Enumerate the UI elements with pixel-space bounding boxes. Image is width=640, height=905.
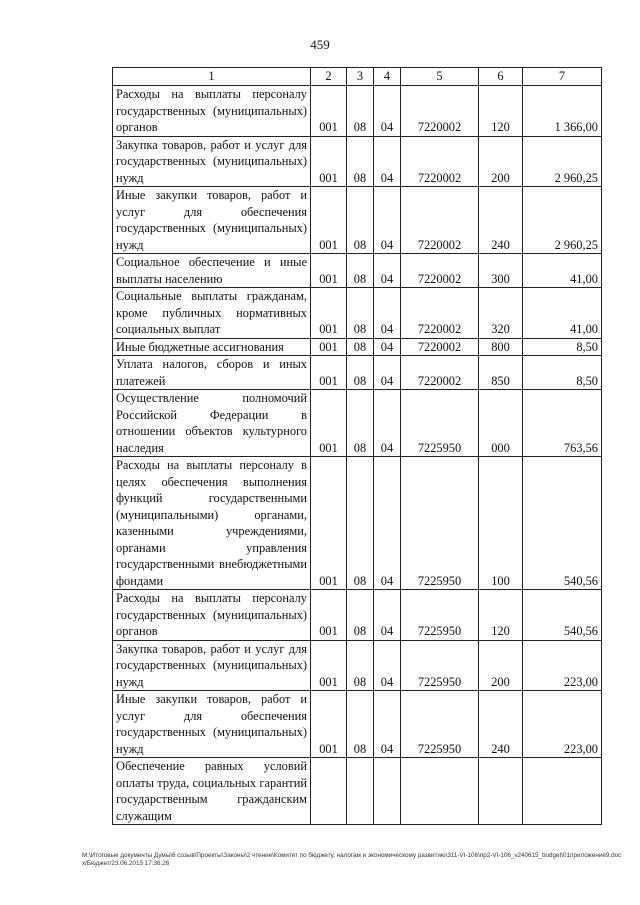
table-row [113,390,602,457]
table-row [113,254,602,288]
row-code-2: 001 [311,390,347,457]
row-code-4: 04 [374,254,401,288]
table-row [113,758,602,825]
row-name: Обеспечение равных условий оплаты труда, социальных гарантий государственным гражданским служащим [113,758,311,825]
row-amount: 2 960,25 [523,187,602,254]
row-code-3: 08 [347,338,374,356]
row-amount: 223,00 [523,640,602,691]
row-code-4: 04 [374,640,401,691]
row-code-2 [311,758,347,825]
header-col-3: 3 [347,68,374,86]
row-code-2: 001 [311,338,347,356]
row-amount: 540,56 [523,457,602,590]
row-name: Уплата налогов, сборов и иных платежей [113,356,311,390]
header-col-5: 5 [401,68,479,86]
row-code-5: 7220002 [401,338,479,356]
row-name: Иные закупки товаров, работ и услуг для обеспечения государственных (муниципальных) нужд [113,187,311,254]
row-amount [523,758,602,825]
row-code-5: 7225950 [401,390,479,457]
header-col-4: 4 [374,68,401,86]
row-name: Расходы на выплаты персоналу государственных (муниципальных) органов [113,86,311,137]
row-code-6: 850 [479,356,523,390]
table-row [113,338,602,356]
row-code-4: 04 [374,86,401,137]
page-number: 459 [310,37,330,52]
row-code-5: 7225950 [401,457,479,590]
row-code-2: 001 [311,254,347,288]
row-name: Осуществление полномочий Российской Федерации в отношении объектов культурного наследия [113,390,311,457]
row-name: Иные закупки товаров, работ и услуг для обеспечения государственных (муниципальных) нужд [113,691,311,758]
row-code-2: 001 [311,457,347,590]
row-code-6: 800 [479,338,523,356]
row-code-2: 001 [311,86,347,137]
row-code-2: 001 [311,691,347,758]
header-row [113,68,602,86]
row-code-4: 04 [374,457,401,590]
table-row [113,590,602,641]
header-col-1: 1 [113,68,311,86]
row-name: Социальное обеспечение и иные выплаты населению [113,254,311,288]
row-code-6: 120 [479,590,523,641]
row-amount: 41,00 [523,288,602,339]
row-name: Социальные выплаты гражданам, кроме публичных нормативных социальных выплат [113,288,311,339]
row-code-5: 7220002 [401,288,479,339]
row-amount: 223,00 [523,691,602,758]
table-row [113,288,602,339]
row-code-3: 08 [347,640,374,691]
budget-table [112,67,602,825]
row-code-2: 001 [311,356,347,390]
row-code-2: 001 [311,590,347,641]
row-code-6: 100 [479,457,523,590]
row-code-4: 04 [374,590,401,641]
row-code-4: 04 [374,288,401,339]
row-code-3: 08 [347,390,374,457]
row-name: Закупка товаров, работ и услуг для государственных (муниципальных) нужд [113,640,311,691]
row-name: Иные бюджетные ассигнования [113,338,311,356]
row-code-3: 08 [347,691,374,758]
row-code-6 [479,758,523,825]
table-row [113,691,602,758]
row-code-4: 04 [374,338,401,356]
row-code-6: 300 [479,254,523,288]
table-row [113,356,602,390]
row-code-6: 200 [479,136,523,187]
row-code-2: 001 [311,187,347,254]
row-code-3: 08 [347,590,374,641]
row-code-2: 001 [311,288,347,339]
row-code-4: 04 [374,136,401,187]
row-name: Расходы на выплаты персоналу в целях обеспечения выполнения функций государственными (муниципальными) органами, казенными учреждениями, органами управления государственными внебюджетными фондами [113,457,311,590]
row-amount: 8,50 [523,338,602,356]
row-code-2: 001 [311,640,347,691]
row-code-5: 7225950 [401,640,479,691]
row-name: Расходы на выплаты персоналу государственных (муниципальных) органов [113,590,311,641]
row-code-5 [401,758,479,825]
row-code-3: 08 [347,254,374,288]
file-path-footer: M:\Итоговые документы Думы\6 созыв\Проекты\Законы\2 чтение\Комитет по бюджету, налогам и экономическому развитию\311-VI-106\пр2-VI-106_v240615_budget\01приложение9.docx/Бюджет/23.06.2015 17:36:26 [82,852,622,867]
table-row [113,136,602,187]
row-code-4 [374,758,401,825]
row-code-5: 7220002 [401,254,479,288]
table-row [113,187,602,254]
row-amount: 1 366,00 [523,86,602,137]
row-code-4: 04 [374,390,401,457]
row-code-5: 7220002 [401,187,479,254]
row-code-3: 08 [347,288,374,339]
row-amount: 2 960,25 [523,136,602,187]
row-code-3: 08 [347,136,374,187]
row-code-3: 08 [347,356,374,390]
row-amount: 540,56 [523,590,602,641]
row-code-4: 04 [374,187,401,254]
row-code-3 [347,758,374,825]
header-col-2: 2 [311,68,347,86]
row-code-5: 7220002 [401,86,479,137]
row-code-6: 120 [479,86,523,137]
row-amount: 8,50 [523,356,602,390]
row-amount: 763,56 [523,390,602,457]
row-code-5: 7225950 [401,691,479,758]
row-code-5: 7220002 [401,356,479,390]
table-row [113,640,602,691]
row-code-6: 000 [479,390,523,457]
row-code-3: 08 [347,86,374,137]
table-row [113,86,602,137]
header-col-6: 6 [479,68,523,86]
row-code-5: 7220002 [401,136,479,187]
row-code-3: 08 [347,457,374,590]
table-row [113,457,602,590]
row-code-6: 200 [479,640,523,691]
row-code-6: 240 [479,187,523,254]
row-amount: 41,00 [523,254,602,288]
row-code-3: 08 [347,187,374,254]
row-name: Закупка товаров, работ и услуг для государственных (муниципальных) нужд [113,136,311,187]
row-code-6: 240 [479,691,523,758]
row-code-2: 001 [311,136,347,187]
row-code-5: 7225950 [401,590,479,641]
header-col-7: 7 [523,68,602,86]
row-code-4: 04 [374,691,401,758]
row-code-4: 04 [374,356,401,390]
row-code-6: 320 [479,288,523,339]
